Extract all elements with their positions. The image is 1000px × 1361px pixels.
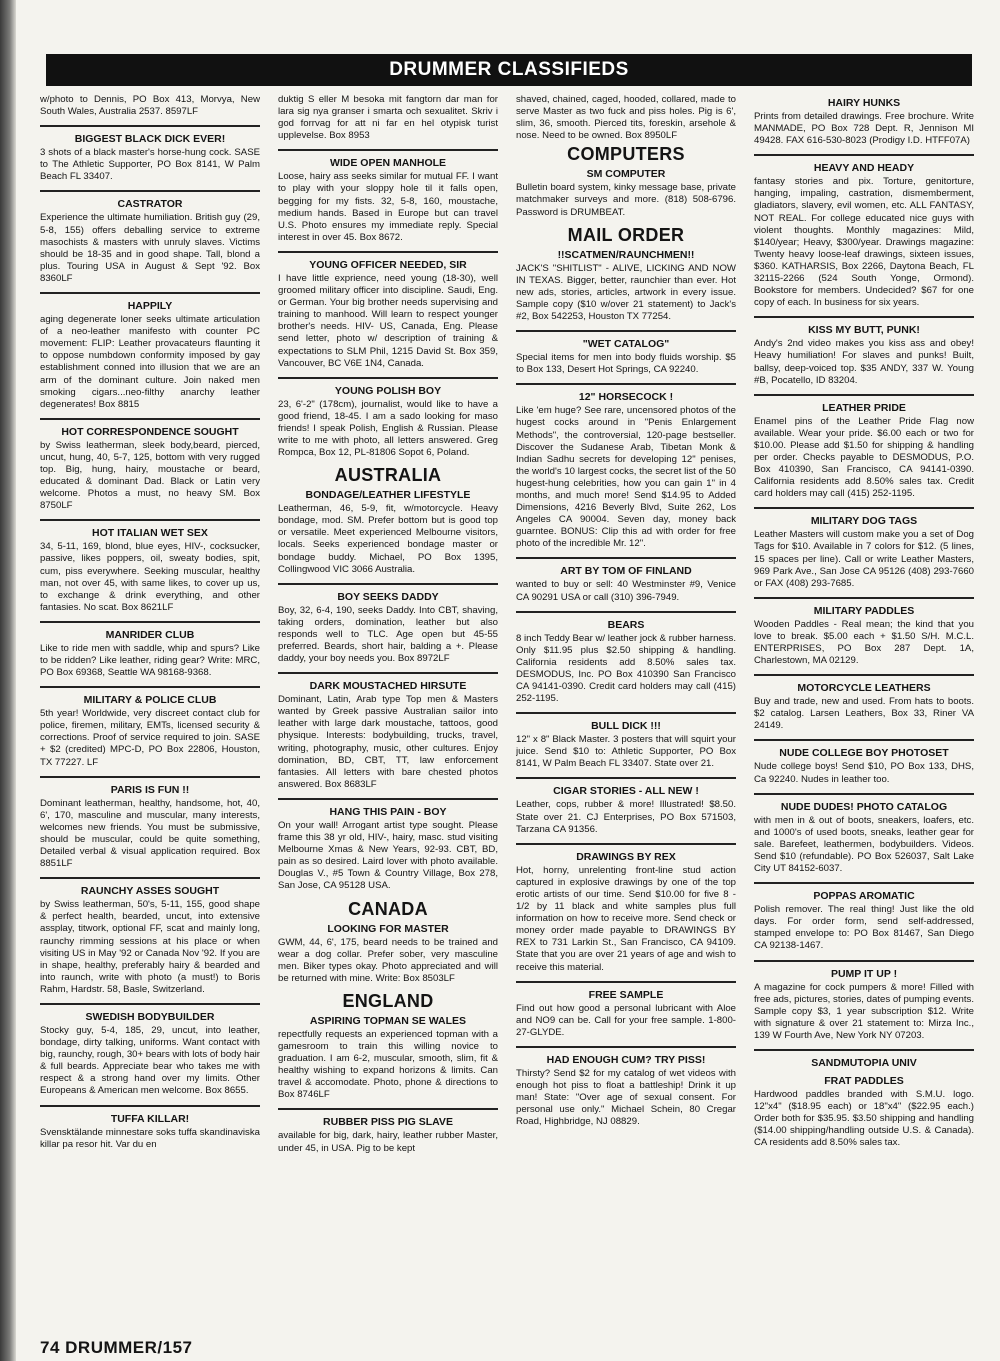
classified-ad <box>754 97 974 147</box>
classified-ad <box>278 680 498 791</box>
ad-title: DARK MOUSTACHED HIRSUTE <box>309 680 467 693</box>
ad-body: Find out how good a personal lubricant with Aloe and NO9 can be. Call for your free sample. 1-800-27-GLYDE. <box>516 1002 736 1038</box>
classified-ad <box>754 162 974 309</box>
ad-body: Experience the ultimate humiliation. British guy (29, 5-8, 155) offers deballing service to extreme masochists & masters with unruly slaves. Victims should be 18-35 and in good shape. Tall, blond a plus. Touring USA in August & Sept '92. Box 8360LF <box>40 212 260 284</box>
ad-title: PUMP IT UP ! <box>830 967 898 980</box>
classified-ad <box>754 1057 974 1069</box>
classified-ad <box>754 402 974 501</box>
ad-divider <box>516 1046 736 1048</box>
column-1 <box>40 94 260 1294</box>
classified-ad <box>278 259 498 370</box>
ad-body: by Swiss leatherman, 50's, 5-11, 155, good shape & perfect health, bearded, uncut, into extensive assplay, titwork, optional FF, scat and mainly long, raunchy rimming sessions at his place or when visiting US in May '92 or Canada Nov '92. If you are in shape, healthy, preferably hairy & bearded and into raunch, write with photo (a must!) to Boris Rahm, Hardstr. 58, Basle, Switzerland. <box>40 899 260 995</box>
ad-body: 8 inch Teddy Bear w/ leather jock & rubber harness. Only $11.95 plus $2.50 shipping & handling. California residents add 8.50% sales tax. DESMODUS, Inc. PO Box 410390 San Francisco CA 94141-0390. Credit card holders may call (415) 252-1195. <box>516 632 736 705</box>
section-heading: ENGLAND <box>342 990 434 1011</box>
ad-divider <box>40 621 260 623</box>
ad-title: BULL DICK !!! <box>591 720 661 733</box>
classified-ad <box>278 1116 498 1154</box>
ad-body: Polish remover. The real thing! Just like the old days. For order form, send self-addressed, stamped envelope to: PO Box 81467, San Diego CA 92138-1467. <box>754 904 974 952</box>
ad-divider <box>40 125 260 127</box>
classified-ad <box>40 1011 260 1098</box>
ad-body: Enamel pins of the Leather Pride Flag now available. Wear your pride. $6.00 each or two for $10.00. Please add $1.50 for shipping & handling per order. Checks payable to DESMODUS, P.O. Box 410390, San Francisco, CA 94141-0390. California residents add 8.50% sales tax. Credit card holders may call (415) 252-1195. <box>754 415 974 500</box>
ad-title: HOT CORRESPONDENCE SOUGHT <box>61 425 239 438</box>
ad-title: WIDE OPEN MANHOLE <box>329 157 447 170</box>
ad-body: Boy, 32, 6-4, 190, seeks Daddy. Into CBT, shaving, taking orders, domination, leather but also responds well to TLC. Age open but 45-55 preferred. Beards, short hair, balding a +. Please daddy, your boy needs you. Box 8972LF <box>278 604 498 665</box>
ad-body: Svensktälande minnestare soks tuffa skandinaviska killar pa resor hit. Var du en <box>40 1126 260 1150</box>
ad-body: Prints from detailed drawings. Free brochure. Write MANMADE, PO Box 728 Dept. R, Jennison MI 49428. FAX 616-530-8023 (Prodigy I.D. HTFF07A) <box>754 111 974 147</box>
page-footer <box>40 1338 193 1358</box>
classified-ad <box>516 249 736 323</box>
classified-ad <box>40 426 260 513</box>
ad-title: BIGGEST BLACK DICK EVER! <box>74 133 226 146</box>
ad-divider <box>278 251 498 253</box>
ad-continuation: shaved, chained, caged, hooded, collared, made to serve Master as two fuck and piss holes. Pig is 6', slim, 36, smooth. Pierced tits, foreskin, arsehole & nose. Need to be owned. Box 8950LF <box>516 94 736 142</box>
ad-body: 12" x 8" Black Master. 3 posters that will squirt your juice. Send $10 to: Athletic Supporter, PO Box 8141, W Palm Beach FL 33407. State over 21. <box>516 734 736 770</box>
ad-body: 23, 6'-2" (178cm), journalist, would like to have a good friend, 18-45. I am a sado looking for maso friends! I speak Polish, English & Russian. Please write to me with photo, all letters answered. Greg Rompca, Box 12, PL-81806 Sopot 6, Poland. <box>278 398 498 459</box>
classified-ad <box>516 391 736 550</box>
ad-continuation: w/photo to Dennis, PO Box 413, Morvya, New South Wales, Australia 2537. 8597LF <box>40 94 260 118</box>
classified-ad <box>516 851 736 974</box>
ad-title: KISS MY BUTT, PUNK! <box>808 324 920 337</box>
section-heading: MAIL ORDER <box>567 224 685 245</box>
ad-title: FRAT PADDLES <box>824 1074 904 1087</box>
page-title: DRUMMER CLASSIFIEDS <box>389 59 629 80</box>
classified-ad <box>754 968 974 1042</box>
ad-title: MOTORCYCLE LEATHERS <box>797 682 931 695</box>
ad-body: wanted to buy or sell: 40 Westminster #9, Venice CA 90291 USA or call (310) 396-7949. <box>516 579 736 603</box>
ad-title: POPPAS AROMATIC <box>813 890 915 903</box>
ad-title: HEAVY AND HEADY <box>813 162 915 175</box>
ad-body: Special items for men into body fluids worship. $5 to Box 133, Desert Hot Springs, CA 92240. <box>516 352 736 376</box>
ad-title: MILITARY DOG TAGS <box>810 515 918 528</box>
ad-divider <box>278 377 498 379</box>
ad-divider <box>516 777 736 779</box>
ad-divider <box>40 1003 260 1005</box>
ad-body: Nude college boys! Send $10, PO Box 133, DHS, Ca 92240. Nudes in leather too. <box>754 761 974 785</box>
ad-body: repectfully requests an experienced topman with a gamesroom to train this willing novice to graduation. I am 6-2, muscular, smooth, slim, fit & healthy wishing to expand horizons & limits. Can travel & accomodate. Photo, phone & directions to Box 8746LF <box>278 1028 498 1101</box>
ad-divider <box>278 672 498 674</box>
ad-title: NUDE COLLEGE BOY PHOTOSET <box>779 747 949 760</box>
classified-ad <box>40 885 260 996</box>
ad-title: MILITARY PADDLES <box>813 604 915 617</box>
ad-title: 12" HORSECOCK ! <box>578 391 674 404</box>
ad-divider <box>754 674 974 676</box>
ad-body: aging degenerate loner seeks ultimate articulation of a neo-leather manifesto with counter PC movement: FLIP: Leather provacateurs flaunting it to oppose numbdown conformity imposed by gay establishment conned into illusion that we are an arm of the dominant culture. Join naked men smoking cigars...neo-filthy anarchy leather degenerates! Box 8815 <box>40 314 260 410</box>
classified-ad <box>754 747 974 785</box>
ad-body: Dominant leatherman, healthy, handsome, hot, 40, 6', 170, masculine and muscular, many interests, welcomes new friends. You must be submissive, should be muscular, could be quite something, Detailed verbal & visual application required. Box 8851LF <box>40 797 260 870</box>
classified-ad <box>516 785 736 835</box>
ad-divider <box>516 843 736 845</box>
ad-title: DRAWINGS BY REX <box>576 850 676 863</box>
ad-body: GWM, 44, 6', 175, beard needs to be trained and wear a dog collar. Prefer sober, very masculine men. Biker types okay. Photo appreciated and will be returned with mine. Write: Box 8503LF <box>278 936 498 984</box>
page-number: 74 <box>40 1338 60 1357</box>
ad-body: 5th year! Worldwide, very discreet contact club for police, firemen, military, EMTs, licensed security & corrections. Proof of service required to join. SASE + $2 (credited) MPC-D, PO Box 22806, Houston, TX 77227. LF <box>40 708 260 768</box>
ad-body: Buy and trade, new and used. From hats to boots. $2 catalog. Larsen Leathers, Box 33, Riner VA 24149. <box>754 696 974 732</box>
ad-divider <box>40 190 260 192</box>
ad-divider <box>278 798 498 800</box>
ad-divider <box>40 292 260 294</box>
ad-body: Leather, cops, rubber & more! Illustrated! $8.50. State over 21. CJ Enterprises, PO Box 571503, Tarzana CA 91356. <box>516 799 736 835</box>
classified-ad <box>754 605 974 667</box>
classified-ad <box>40 527 260 614</box>
ad-title: YOUNG POLISH BOY <box>334 384 442 397</box>
column-4 <box>754 94 974 1294</box>
classified-ad <box>516 168 736 218</box>
ad-body: Andy's 2nd video makes you kiss ass and obey! Heavy humiliation! For slaves and punks! Built, ballsy, deep-voiced top. $35 ANDY, 337 W. Young #B, Pocatello, ID 83204. <box>754 338 974 386</box>
ad-title: RUBBER PISS PIG SLAVE <box>323 1116 453 1129</box>
classified-ad <box>754 890 974 952</box>
ad-body: Leatherman, 46, 5-9, fit, w/motorcycle. Heavy bondage, mod. SM. Prefer bottom but is good top or versatile. Meet experienced Melbourne visitors, locals. Seeks experienced bondage master or bondage buddy. Michael, PO Box 1395, Collingwood VIC 3066 Australia. <box>278 503 498 575</box>
ad-body: with men in & out of boots, sneakers, loafers, etc. and 1000's of used boots, sneaks, leather gear for sale. Barefeet, leathermen, bodybuilders. Videos. Send $10 (refundable). PO Box 526037, Salt Lake City UT 84152-6037. <box>754 814 974 875</box>
ad-divider <box>754 739 974 741</box>
ad-body: A magazine for cock pumpers & more! Filled with free ads, pictures, stories, dates of pumping events. Sample copy $3, 1 year subscription $12. Write with signature & over 21 statement to: Mirza Inc., 139 W Fourth Ave, New York NY 07203. <box>754 981 974 1041</box>
ad-body: Bulletin board system, kinky message base, private matchmaker surveys and more. (818) 508-6796. Password is DRUMBEAT. <box>516 182 736 218</box>
classified-ad <box>278 385 498 459</box>
ad-divider <box>516 611 736 613</box>
ad-body: Loose, hairy ass seeks similar for mutual FF. I want to play with your sloppy hole til it falls open, begging for my fists. 32, 5-8, 160, moustache, medium hands. Based in Europe but can travel U.S. Photo ensures my immediate reply. Special interest in over 45. Box 8672. <box>278 171 498 243</box>
section-heading: COMPUTERS <box>567 144 685 165</box>
ad-title: BEARS <box>607 618 645 631</box>
classified-ad <box>516 565 736 603</box>
ad-body: I have little exprience, need young (18-30), well groomed military officer into discipline. Saudi, Eng. or German. Your big brother needs supervising and training to manhood. Will learn to respect younger brother's needs. HIV- US, Canada, Eng. Please send letter, photo w/ description of training & expectations to SLM Phil, 1215 David St. Box 359, Vancouver, BC V6E 1N4, Canada. <box>278 272 498 369</box>
ad-divider <box>40 776 260 778</box>
ad-body: fantasy stories and pix. Torture, genitorture, hanging, impaling, castration, dismemberment, gladiators, slavery, evil women, etc. ALL FANTASY, NOT REAL. For college educated nice guys with violent thoughts. Monthly magazines: Mild, $140/year; Heavy, $300/year. Drawings magazine: Twenty heavy loose-leaf drawings, sixteen issues, $360. KATHARSIS, Box 2266, Daytona Beach, FL 32115-2266 (524 South Yonge, Ormond). Bookstore for members. Undecided? $67 for one copy of each. In business for six years. <box>754 176 974 309</box>
ad-title: MILITARY & POLICE CLUB <box>83 694 217 707</box>
ad-body: Hot, horny, unrelenting front-line stud action captured in explosive drawings by one of the top erotic artists of our time. Send $10.00 for five 8 - 1/2 by 11 black and white samples plus full information on how to receive more. Send check or money order made payable to DRAWINGS BY REX to 731 Larkin St., San Francisco, CA 94109. State that you are over 21 years of age and wish to receive this material. <box>516 864 736 973</box>
ad-divider <box>516 981 736 983</box>
ad-title: LEATHER PRIDE <box>822 401 906 414</box>
ad-divider <box>278 583 498 585</box>
ad-title: HAD ENOUGH CUM? TRY PISS! <box>546 1053 706 1066</box>
classified-ad <box>516 338 736 376</box>
classified-ad <box>40 784 260 871</box>
classified-ad <box>754 1075 974 1149</box>
ad-title: HOT ITALIAN WET SEX <box>92 527 208 540</box>
classified-ad <box>40 133 260 183</box>
ad-divider <box>754 793 974 795</box>
ad-body: available for big, dark, hairy, leather rubber Master, under 45, in USA. Pig to be kept <box>278 1130 498 1154</box>
ad-divider <box>754 960 974 962</box>
classified-ad <box>40 1113 260 1151</box>
ad-title: HANG THIS PAIN - BOY <box>329 805 447 818</box>
ad-title: HAIRY HUNKS <box>827 97 901 109</box>
ad-body: On your wall! Arrogant artist type sought. Please frame this 38 yr old, HIV-, hairy, masc. stud visiting Melbourne Xmas & New Years, 92-93. CBT, BD, pain as so desired. Laird lover with photo available. Douglas V., #5 Town & Country Village, Box 278, San Jose, CA 95128 USA. <box>278 819 498 892</box>
classified-ad <box>516 989 736 1039</box>
classified-ad <box>40 694 260 768</box>
ad-body: Like 'em huge? See rare, uncensored photos of the hugest cocks around in "Penis Enlargement Methods", the controversial, 120-page bestseller. Discover the Sudanese Arab, Tibetan Monk & Indian Sadhu secrets for developing 12" penises, the world's 10 largest cocks, the secret list of the 50 hugest-hung celebrities, how you can gain 1" in 4 months, and much more! Send $14.95 to Added Dimensions, 4216 Beverly Blvd, Suite 262, Los Angeles CA 90004. Seven day, money back guarntee. BONUS: Clip this ad with order for free photo of the incredible Mr. 12". <box>516 405 736 550</box>
ad-title: CIGAR STORIES - ALL NEW ! <box>553 785 699 798</box>
classified-ad <box>754 801 974 875</box>
ad-title: SANDMUTOPIA UNIV <box>811 1056 917 1069</box>
ad-divider <box>516 557 736 559</box>
ad-divider <box>754 507 974 509</box>
ad-continuation: duktig S eller M besoka mit fangtorn dar man for lara sig nya granser i smarta och sexualitet. Skriv i god forrvag for att ni far en hel otypisk turist upplevelse. Box 8953 <box>278 94 498 142</box>
classified-ad <box>278 806 498 893</box>
classified-ad <box>40 629 260 679</box>
ad-body: Leather Masters will custom make you a set of Dog Tags for $10. Available in 7 colors for $12. (5 lines, 15 spaces per line). Call or write Leather Masters, 969 Park Ave., San Jose CA 95126 (408) 293-7660 or FAX (408) 293-7685. <box>754 529 974 589</box>
ad-body: Dominant, Latin, Arab type Top men & Masters wanted by Greek passive Australian sailor into leather with large dark moustache, tattoos, good physique. Interests: bodybuilding, trucks, travel, writing, photography, music, other cultures. Enjoy domination, BD, CBT, TT, law enforcement fantasies. All letters with bare chested photos answered. Box 8683LF <box>278 694 498 790</box>
ad-title: "WET CATALOG" <box>582 338 670 351</box>
ad-divider <box>516 330 736 332</box>
ad-divider <box>278 1108 498 1110</box>
classified-ad <box>40 300 260 411</box>
classified-ad <box>754 324 974 386</box>
ad-divider <box>40 519 260 521</box>
classified-ad <box>278 489 498 576</box>
ad-body: Like to ride men with saddle, whip and spurs? Like to be ridden? Like leather, riding gear? Write: MRC, PO Box 69368, Seattle WA 98168-9368. <box>40 642 260 679</box>
ad-divider <box>40 1105 260 1107</box>
ad-title: SWEDISH BODYBUILDER <box>85 1010 215 1023</box>
ad-title: CASTRATOR <box>117 198 183 211</box>
ad-divider <box>278 149 498 151</box>
ad-body: 34, 5-11, 169, blond, blue eyes, HIV-, cocksucker, passive, likes poppers, oil, sweaty bodies, spit, cum, piss everywhere. Seeking muscular, healthy man, not over 45, with same likes, to cover up us, to exchange & drink everything, and other fantasies. No scat. Box 8621LF <box>40 541 260 613</box>
ad-body: JACK'S "SHITLIST" - ALIVE, LICKING AND NOW IN TEXAS. Bigger, better, raunchier than ever. Hot new ads, stories, articles, artwork in every issue. Sample copy ($10 w/over 21 statement) to Jack's #2, Box 542253, Houston TX 77254. <box>516 262 736 323</box>
ad-body: by Swiss leatherman, sleek body,beard, pierced, uncut, hung, 40, 5-7, 125, bottom with very rugged top. Big, hung, hairy, moustache or beard, educated & dominant Dad. Black or Latin very welcome. Photos a must, no heavy SM. Box 8750LF <box>40 439 260 512</box>
ad-divider <box>40 877 260 879</box>
ad-body: 3 shots of a black master's horse-hung cock. SASE to The Athletic Supporter, PO Box 8141, W Palm Beach FL 33407. <box>40 147 260 183</box>
ad-divider <box>754 597 974 599</box>
column-2 <box>278 94 498 1294</box>
ad-title: !!SCATMEN/RAUNCHMEN!! <box>557 248 695 261</box>
ad-body: Hardwood paddles branded with S.M.U. logo. 12"x4" ($18.95 each) or 18"x4" ($22.95 each.) Order both for $35.95. $3.50 shipping and handling ($14.00 shipping/handling outside U.S. & Canada). CA residents add 8.50% sales tax. <box>754 1088 974 1149</box>
ad-title: MANRIDER CLUB <box>105 628 195 641</box>
classified-columns <box>40 94 974 1294</box>
ad-title: NUDE DUDES! PHOTO CATALOG <box>780 800 948 813</box>
ad-title: PARIS IS FUN !! <box>110 783 190 796</box>
classified-ad <box>754 515 974 589</box>
classifieds-header <box>46 54 972 86</box>
ad-divider <box>516 383 736 385</box>
classified-ad <box>40 198 260 285</box>
section-heading: CANADA <box>348 898 428 919</box>
ad-body: Stocky guy, 5-4, 185, 29, uncut, into leather, bondage, dirty talking, uniforms. Want contact with big, raunchy, rough, 30+ bears with lots of body hair & full beards. Appreciate bear who takes me with respect & a strong hand over my limits. Other Europeans & American men welcome. Box 8655. <box>40 1024 260 1097</box>
ad-title: ASPIRING TOPMAN SE WALES <box>309 1014 467 1027</box>
ad-divider <box>754 316 974 318</box>
classified-ad <box>278 157 498 244</box>
ad-title: TUFFA KILLAR! <box>110 1112 190 1125</box>
ad-title: ART BY TOM OF FINLAND <box>560 565 692 578</box>
column-3 <box>516 94 736 1294</box>
section-heading: AUSTRALIA <box>334 465 442 486</box>
magazine-issue: DRUMMER/157 <box>65 1338 193 1357</box>
classified-ad <box>516 619 736 706</box>
ad-title: YOUNG OFFICER NEEDED, SIR <box>309 258 467 271</box>
ad-title: BOY SEEKS DADDY <box>337 590 439 603</box>
classified-ad <box>754 682 974 732</box>
ad-divider <box>40 686 260 688</box>
classified-ad <box>516 1054 736 1128</box>
classified-ad <box>278 923 498 985</box>
ad-divider <box>516 712 736 714</box>
page-spine-shadow <box>0 0 16 1361</box>
ad-title: LOOKING FOR MASTER <box>327 922 449 935</box>
ad-body: Thirsty? Send $2 for my catalog of wet videos with enough hot piss to float a battleship! Drink it up man! State: "Over age of sexual consent. For personal use only." Michael Schein, 80 Cregar Road, Highbridge, NJ 08829. <box>516 1067 736 1128</box>
ad-divider <box>40 418 260 420</box>
ad-divider <box>754 882 974 884</box>
ad-title: BONDAGE/LEATHER LIFESTYLE <box>305 489 471 502</box>
classified-ad <box>278 591 498 665</box>
classified-ad <box>516 720 736 770</box>
ad-title: SM COMPUTER <box>586 168 666 181</box>
ad-divider <box>754 154 974 156</box>
ad-divider <box>754 394 974 396</box>
ad-title: HAPPILY <box>127 300 173 313</box>
ad-divider <box>754 1049 974 1051</box>
classified-ad <box>278 1015 498 1102</box>
ad-title: RAUNCHY ASSES SOUGHT <box>80 885 220 898</box>
ad-title: FREE SAMPLE <box>588 988 664 1001</box>
ad-body: Wooden Paddles - Real mean; the kind that you love to break. $5.00 each + $1.50 S/H. M.C.L. ENTERPRISES, PO Box 287 Dept. 1A, Charlestown, MA 02129. <box>754 618 974 667</box>
